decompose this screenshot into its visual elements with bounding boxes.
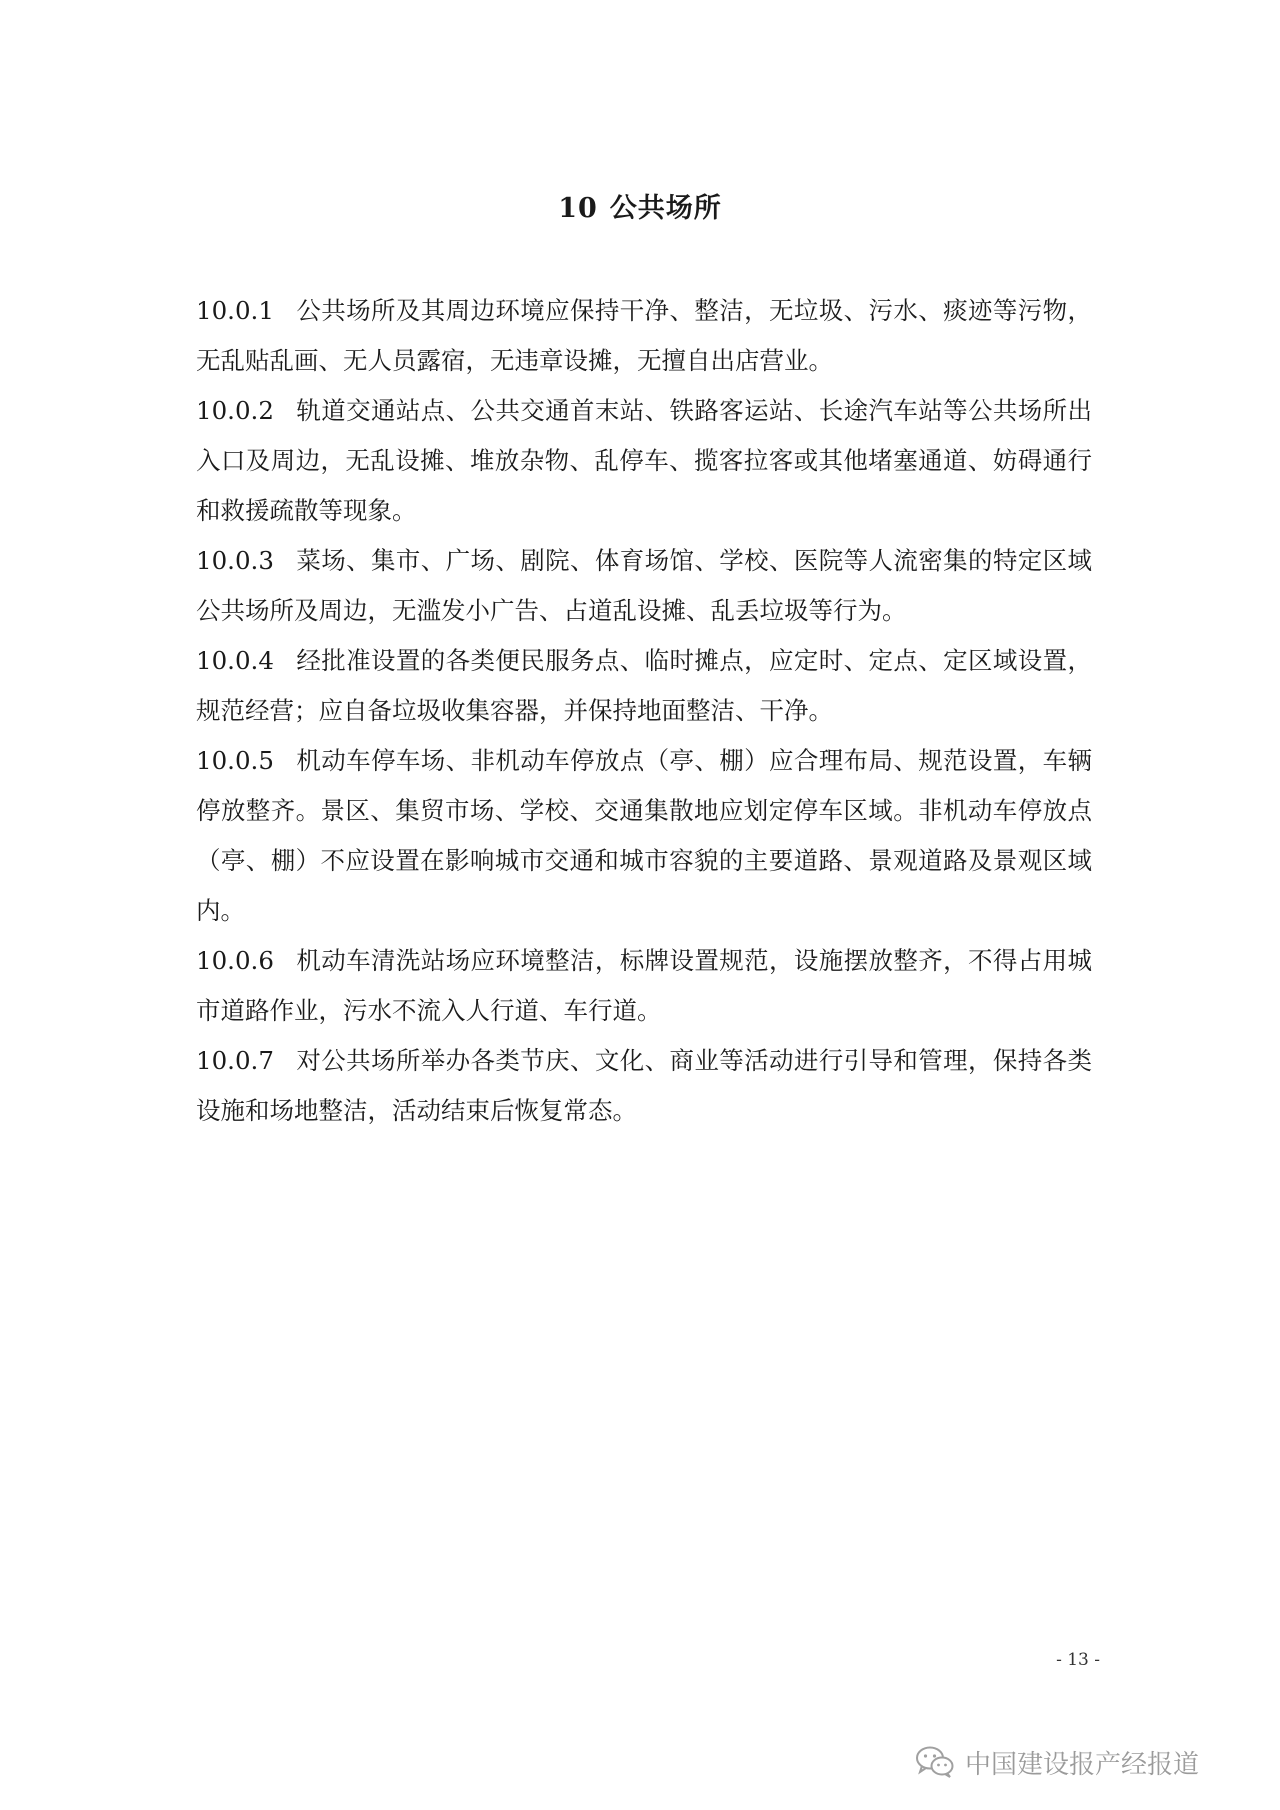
section-heading [0, 186, 1280, 225]
clause-10-0-3 [196, 536, 1092, 636]
clause-text: 轨道交通站点、公共交通首末站、铁路客运站、长途汽车站等公共场所出入口及周边，无乱设摊、堆放杂物、乱停车、揽客拉客或其他堵塞通道、妨碍通行和救援疏散等现象。 [196, 396, 1092, 525]
clause-10-0-1 [196, 286, 1092, 386]
clause-number: 10.0.6 [196, 946, 274, 975]
wechat-icon [915, 1745, 955, 1779]
clause-text: 公共场所及其周边环境应保持干净、整洁，无垃圾、污水、痰迹等污物，无乱贴乱画、无人员露宿，无违章设摊，无擅自出店营业。 [196, 296, 1092, 375]
clause-list [196, 286, 1092, 1136]
clause-number: 10.0.5 [196, 746, 274, 775]
clause-text: 机动车清洗站场应环境整洁，标牌设置规范，设施摆放整齐，不得占用城市道路作业，污水不流入人行道、车行道。 [196, 946, 1092, 1025]
clause-number: 10.0.2 [196, 396, 274, 425]
clause-10-0-6 [196, 936, 1092, 1036]
watermark-text: 中国建设报产经报道 [965, 1749, 1200, 1780]
clause-text: 机动车停车场、非机动车停放点（亭、棚）应合理布局、规范设置，车辆停放整齐。景区、集贸市场、学校、交通集散地应划定停车区域。非机动车停放点（亭、棚）不应设置在影响城市交通和城市容貌的主要道路、景观道路及景观区域内。 [196, 746, 1092, 925]
clause-number: 10.0.7 [196, 1046, 274, 1075]
source-watermark [915, 1740, 1199, 1784]
section-title: 公共场所 [609, 193, 722, 224]
clause-10-0-5 [196, 736, 1092, 936]
clause-number: 10.0.3 [196, 546, 274, 575]
clause-number: 10.0.1 [196, 296, 274, 325]
clause-10-0-7 [196, 1036, 1092, 1136]
clause-text: 经批准设置的各类便民服务点、临时摊点，应定时、定点、定区域设置，规范经营；应自备垃圾收集容器，并保持地面整洁、干净。 [196, 646, 1092, 725]
clause-10-0-2 [196, 386, 1092, 536]
section-number: 10 [558, 193, 598, 224]
clause-10-0-4 [196, 636, 1092, 736]
clause-text: 对公共场所举办各类节庆、文化、商业等活动进行引导和管理，保持各类设施和场地整洁，活动结束后恢复常态。 [196, 1046, 1092, 1125]
page-number: - 13 - [1056, 1650, 1100, 1670]
clause-number: 10.0.4 [196, 646, 274, 675]
clause-text: 菜场、集市、广场、剧院、体育场馆、学校、医院等人流密集的特定区域公共场所及周边，无滥发小广告、占道乱设摊、乱丢垃圾等行为。 [196, 546, 1092, 625]
